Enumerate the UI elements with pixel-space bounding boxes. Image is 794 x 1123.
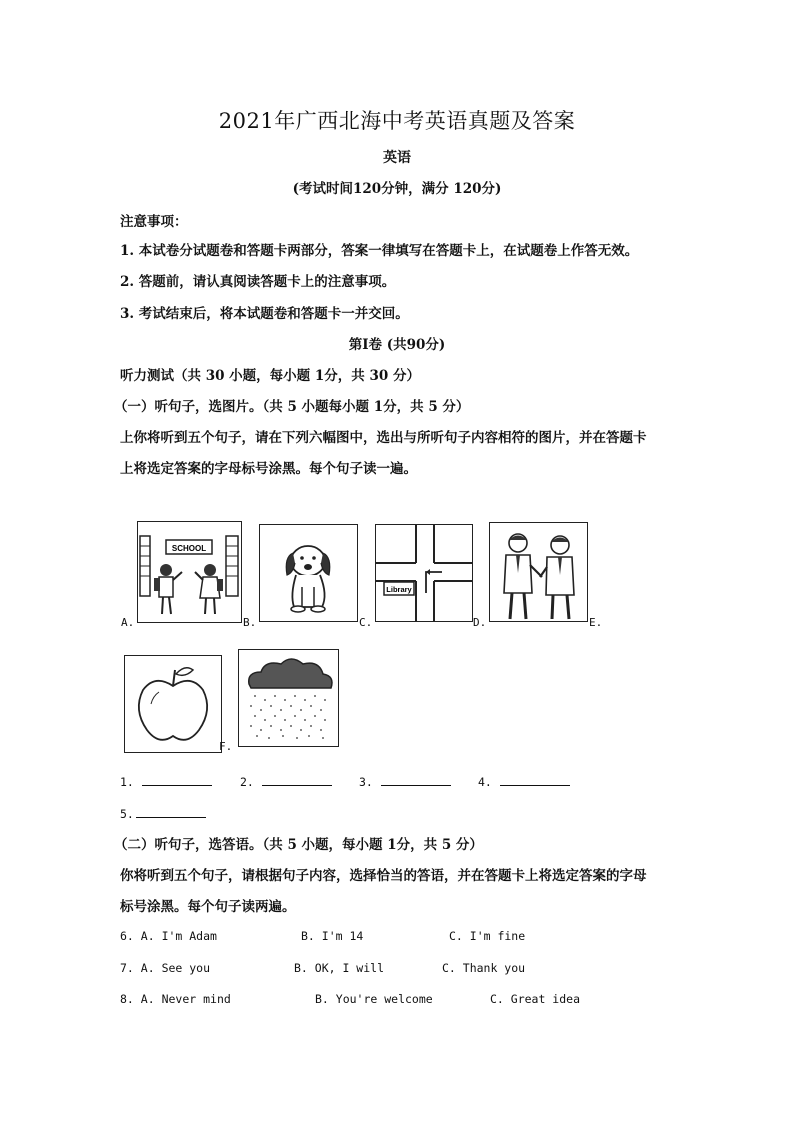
section2-instruction-2: 标号涂黑。每个句子读两遍。 xyxy=(120,899,296,915)
exam-info: (考试时间120分钟，满分 120分) xyxy=(292,181,502,197)
note-item-1: 1. 本试卷分试题卷和答题卡两部分，答案一律填写在答题卡上，在试题卷上作答无效。 xyxy=(120,243,639,259)
question-6-option-b[interactable]: B. I'm 14 xyxy=(301,929,364,943)
section1-heading: （一）听句子，选图片。（共 5 小题每小题 1分，共 5 分） xyxy=(114,399,470,415)
rain-cloud-icon xyxy=(239,650,338,746)
question-8-option-c[interactable]: C. Great idea xyxy=(490,992,581,1006)
question-7-option-c[interactable]: C. Thank you xyxy=(442,961,526,975)
apple-icon xyxy=(125,656,221,752)
handshake-icon xyxy=(490,523,587,621)
picture-c-label: C. xyxy=(359,616,373,629)
school-kids-icon xyxy=(138,522,241,622)
library-sign: Library xyxy=(386,585,412,594)
picture-b xyxy=(259,524,358,622)
listening-heading: 听力测试（共 30 小题，每小题 1分，共 30 分） xyxy=(120,368,420,384)
note-item-3: 3. 考试结束后，将本试题卷和答题卡一并交回。 xyxy=(120,306,409,322)
question-7-option-b[interactable]: B. OK, I will xyxy=(294,961,385,975)
note-item-2: 2. 答题前，请认真阅读答题卡上的注意事项。 xyxy=(120,274,396,290)
picture-b-label: B. xyxy=(243,616,257,629)
picture-a-label: A. xyxy=(121,616,135,629)
section2-heading: （二）听句子，选答语。（共 5 小题，每小题 1分，共 5 分） xyxy=(114,837,483,853)
picture-e-label: E. xyxy=(589,616,603,629)
picture-f-label: F. xyxy=(219,740,233,753)
question-8: 8. A. Never mind xyxy=(120,992,231,1006)
document-title: 2021年广西北海中考英语真题及答案 xyxy=(218,109,576,133)
question-7: 7. A. See you xyxy=(120,961,211,975)
question-6-option-a[interactable]: A. I'm Adam xyxy=(140,929,217,943)
answer-blank-5[interactable]: 5. xyxy=(120,805,206,821)
question-8-option-b[interactable]: B. You're welcome xyxy=(315,992,433,1006)
section1-instruction-2: 上将选定答案的字母标号涂黑。每个句子读一遍。 xyxy=(120,461,417,477)
dog-icon xyxy=(260,525,357,621)
subject-heading: 英语 xyxy=(383,150,411,166)
answer-blank-4[interactable]: 4. xyxy=(478,773,570,789)
section1-instruction-1: 上你将听到五个句子，请在下列六幅图中，选出与所听句子内容相符的图片，并在答题卡 xyxy=(120,430,647,446)
picture-c xyxy=(375,524,473,622)
school-sign: SCHOOL xyxy=(171,544,207,553)
question-8-option-a[interactable]: A. Never mind xyxy=(140,992,231,1006)
picture-d xyxy=(489,522,588,622)
part1-heading: 第Ⅰ卷 (共90分) xyxy=(348,337,446,353)
answer-blank-1[interactable]: 1. xyxy=(120,773,212,789)
question-7-option-a[interactable]: A. See you xyxy=(140,961,211,975)
notes-heading: 注意事项： xyxy=(120,214,188,230)
picture-d-label: D. xyxy=(473,616,487,629)
question-6-option-c[interactable]: C. I'm fine xyxy=(449,929,526,943)
picture-e xyxy=(124,655,222,753)
picture-a xyxy=(137,521,242,623)
answer-blank-3[interactable]: 3. xyxy=(359,773,451,789)
picture-f xyxy=(238,649,339,747)
map-library-icon xyxy=(376,525,472,621)
answer-blank-2[interactable]: 2. xyxy=(240,773,332,789)
question-6: 6. A. I'm Adam xyxy=(120,929,217,943)
section2-instruction-1: 你将听到五个句子，请根据句子内容，选择恰当的答语，并在答题卡上将选定答案的字母 xyxy=(120,868,647,884)
